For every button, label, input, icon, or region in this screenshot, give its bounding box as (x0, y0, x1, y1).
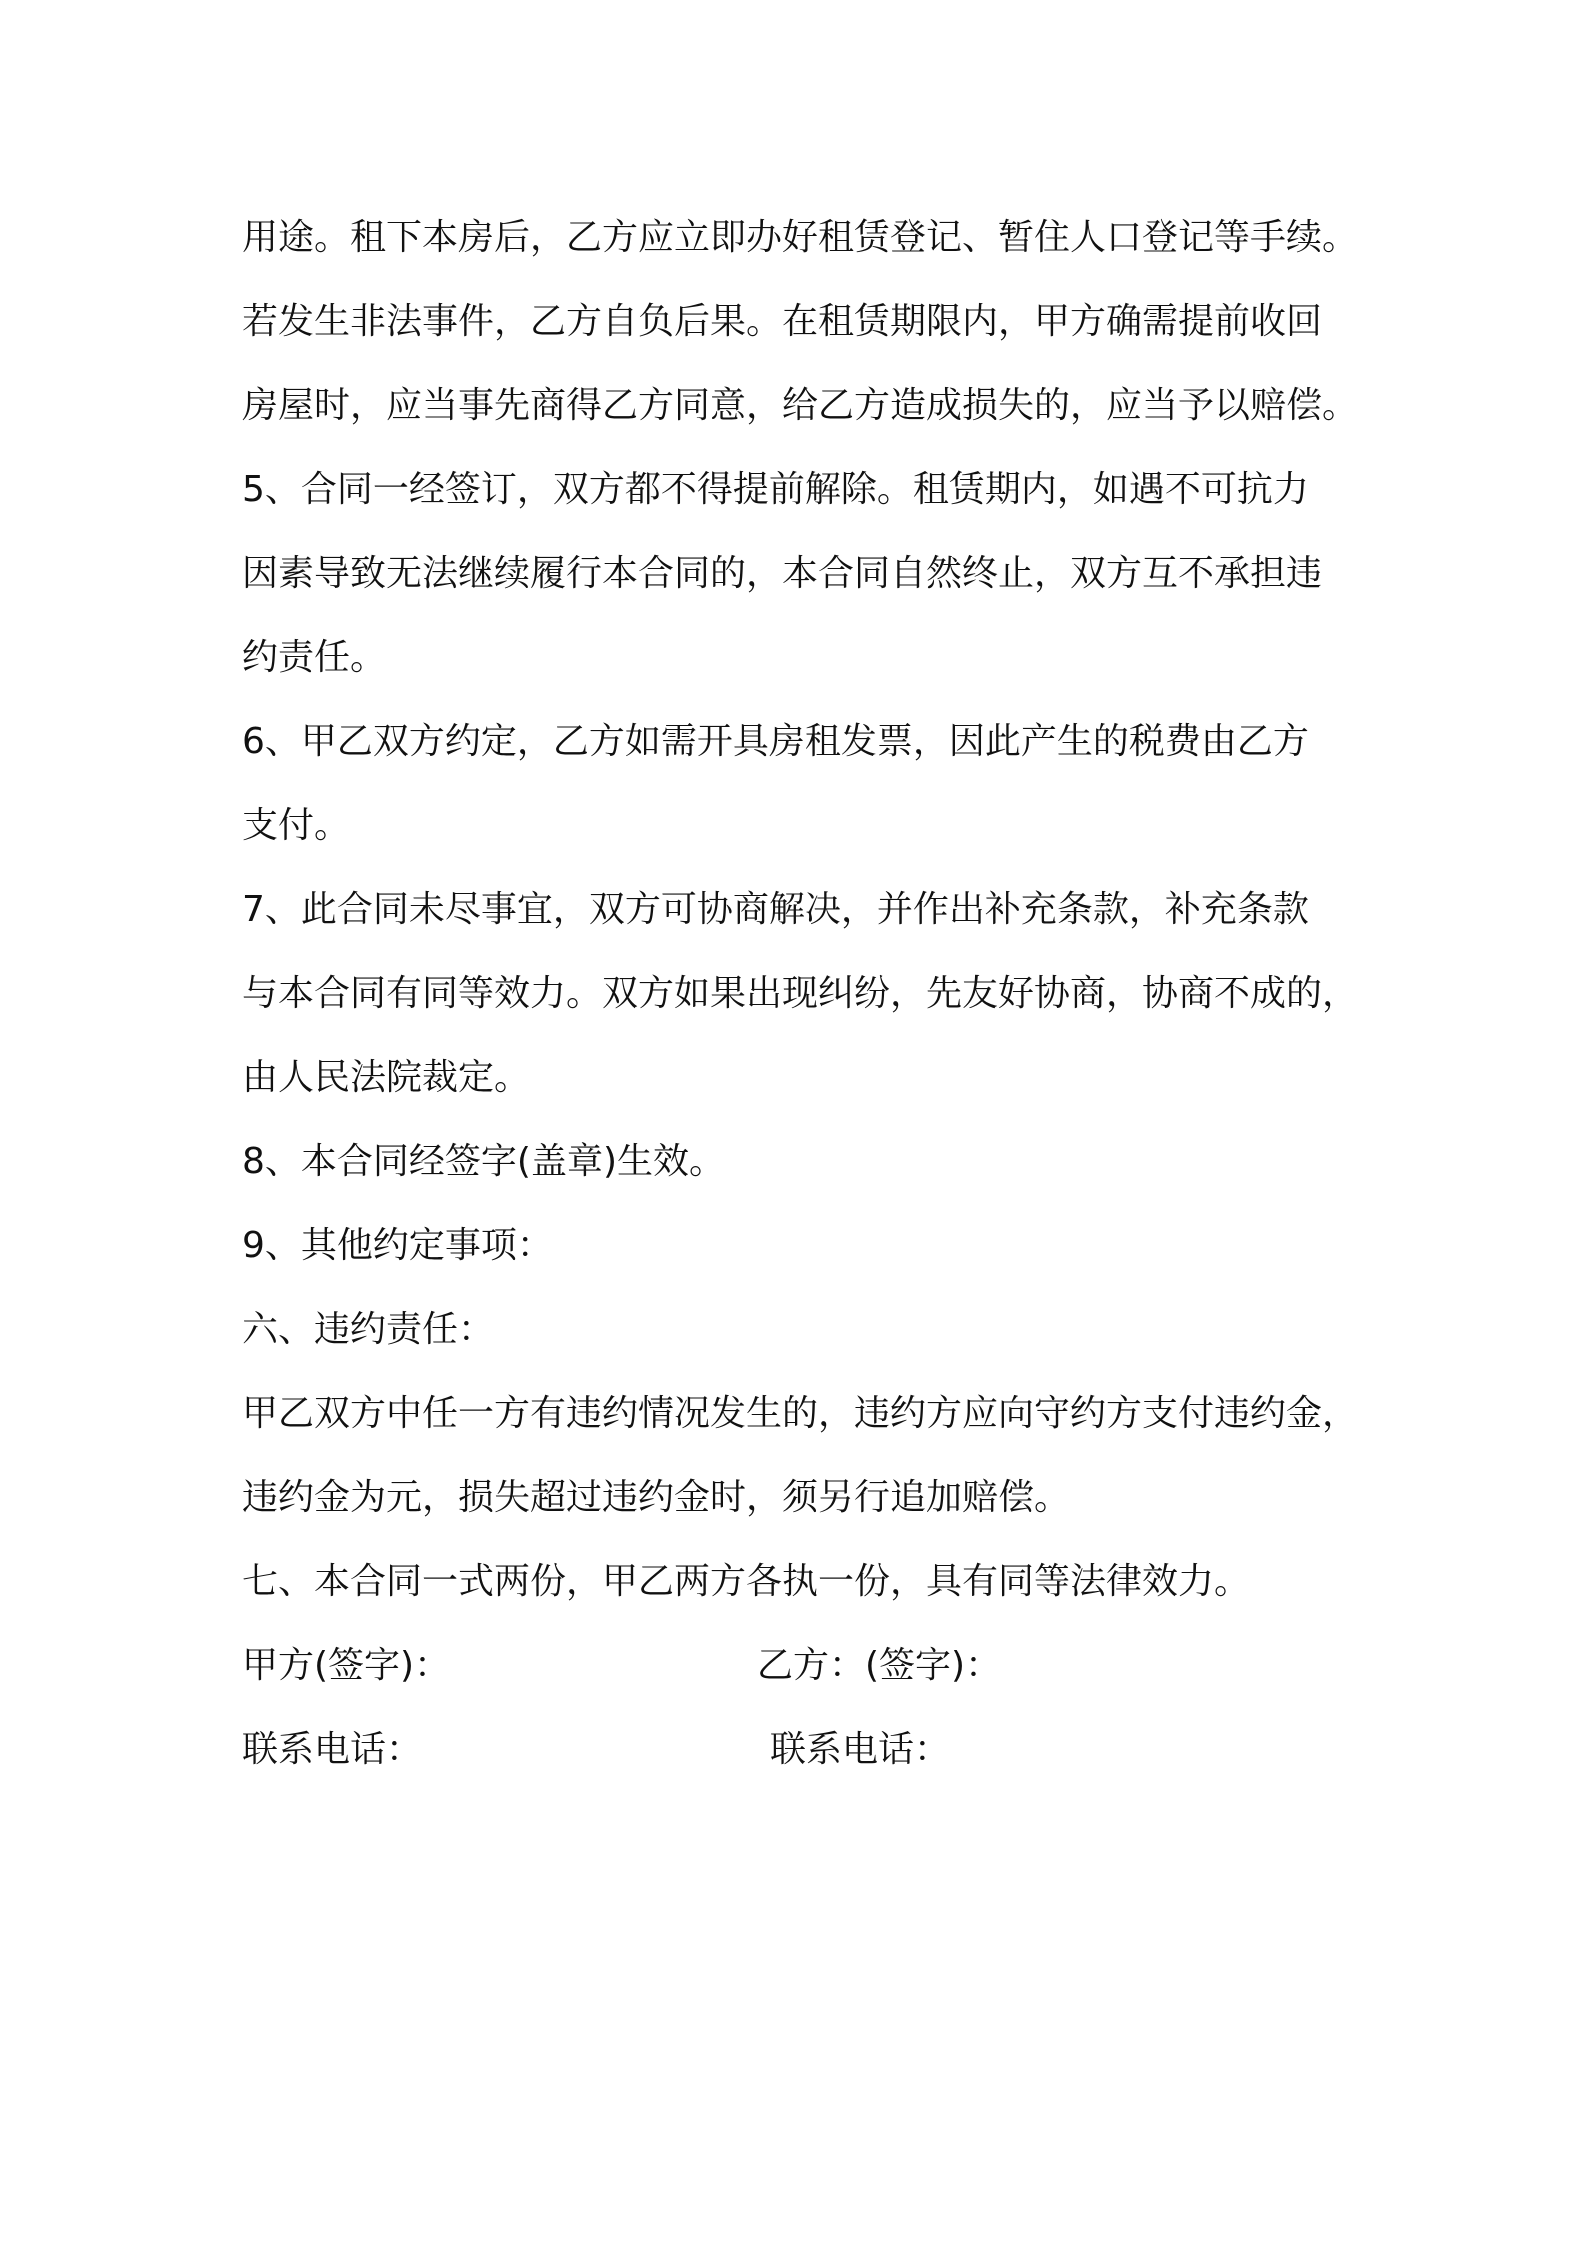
text-line: 若发生非法事件，乙方自负后果。在租赁期限内，甲方确需提前收回 (242, 301, 1323, 342)
text-line: 由人民法院裁定。 (242, 1057, 531, 1098)
text-line: 甲乙双方中任一方有违约情况发生的，违约方应向守约方支付违约金， (242, 1393, 1359, 1434)
party-b-signature-label: 乙方：(签字)： (757, 1645, 1002, 1686)
phone-row (242, 1708, 1382, 1792)
clause-6-line: 6、甲乙双方约定，乙方如需开具房租发票，因此产生的税费由乙方 (242, 721, 1309, 762)
text-line: 约责任。 (242, 637, 387, 678)
section-heading-breach: 六、违约责任： (242, 1309, 495, 1350)
text-line: 支付。 (242, 805, 351, 846)
text-line: 违约金为元，损失超过违约金时，须另行追加赔偿。 (242, 1477, 1071, 1518)
party-b-phone-label: 联系电话： (770, 1729, 951, 1770)
clause-8-line: 8、本合同经签字(盖章)生效。 (242, 1141, 725, 1182)
text-line: 房屋时，应当事先商得乙方同意，给乙方造成损失的，应当予以赔偿。 (242, 385, 1359, 426)
contract-body (242, 196, 1382, 1792)
signature-row (242, 1624, 1382, 1708)
party-a-phone-label: 联系电话： (242, 1729, 423, 1770)
text-line: 用途。租下本房后，乙方应立即办好租赁登记、暂住人口登记等手续。 (242, 217, 1359, 258)
section-heading-copies: 七、本合同一式两份，甲乙两方各执一份，具有同等法律效力。 (242, 1561, 1251, 1602)
party-a-signature-label: 甲方(签字)： (242, 1645, 451, 1686)
clause-9-line: 9、其他约定事项： (242, 1225, 553, 1266)
text-line: 与本合同有同等效力。双方如果出现纠纷，先友好协商，协商不成的， (242, 973, 1359, 1014)
clause-5-line: 5、合同一经签订，双方都不得提前解除。租赁期内，如遇不可抗力 (242, 469, 1309, 510)
clause-7-line: 7、此合同未尽事宜，双方可协商解决，并作出补充条款，补充条款 (242, 889, 1309, 930)
text-line: 因素导致无法继续履行本合同的，本合同自然终止，双方互不承担违 (242, 553, 1323, 594)
